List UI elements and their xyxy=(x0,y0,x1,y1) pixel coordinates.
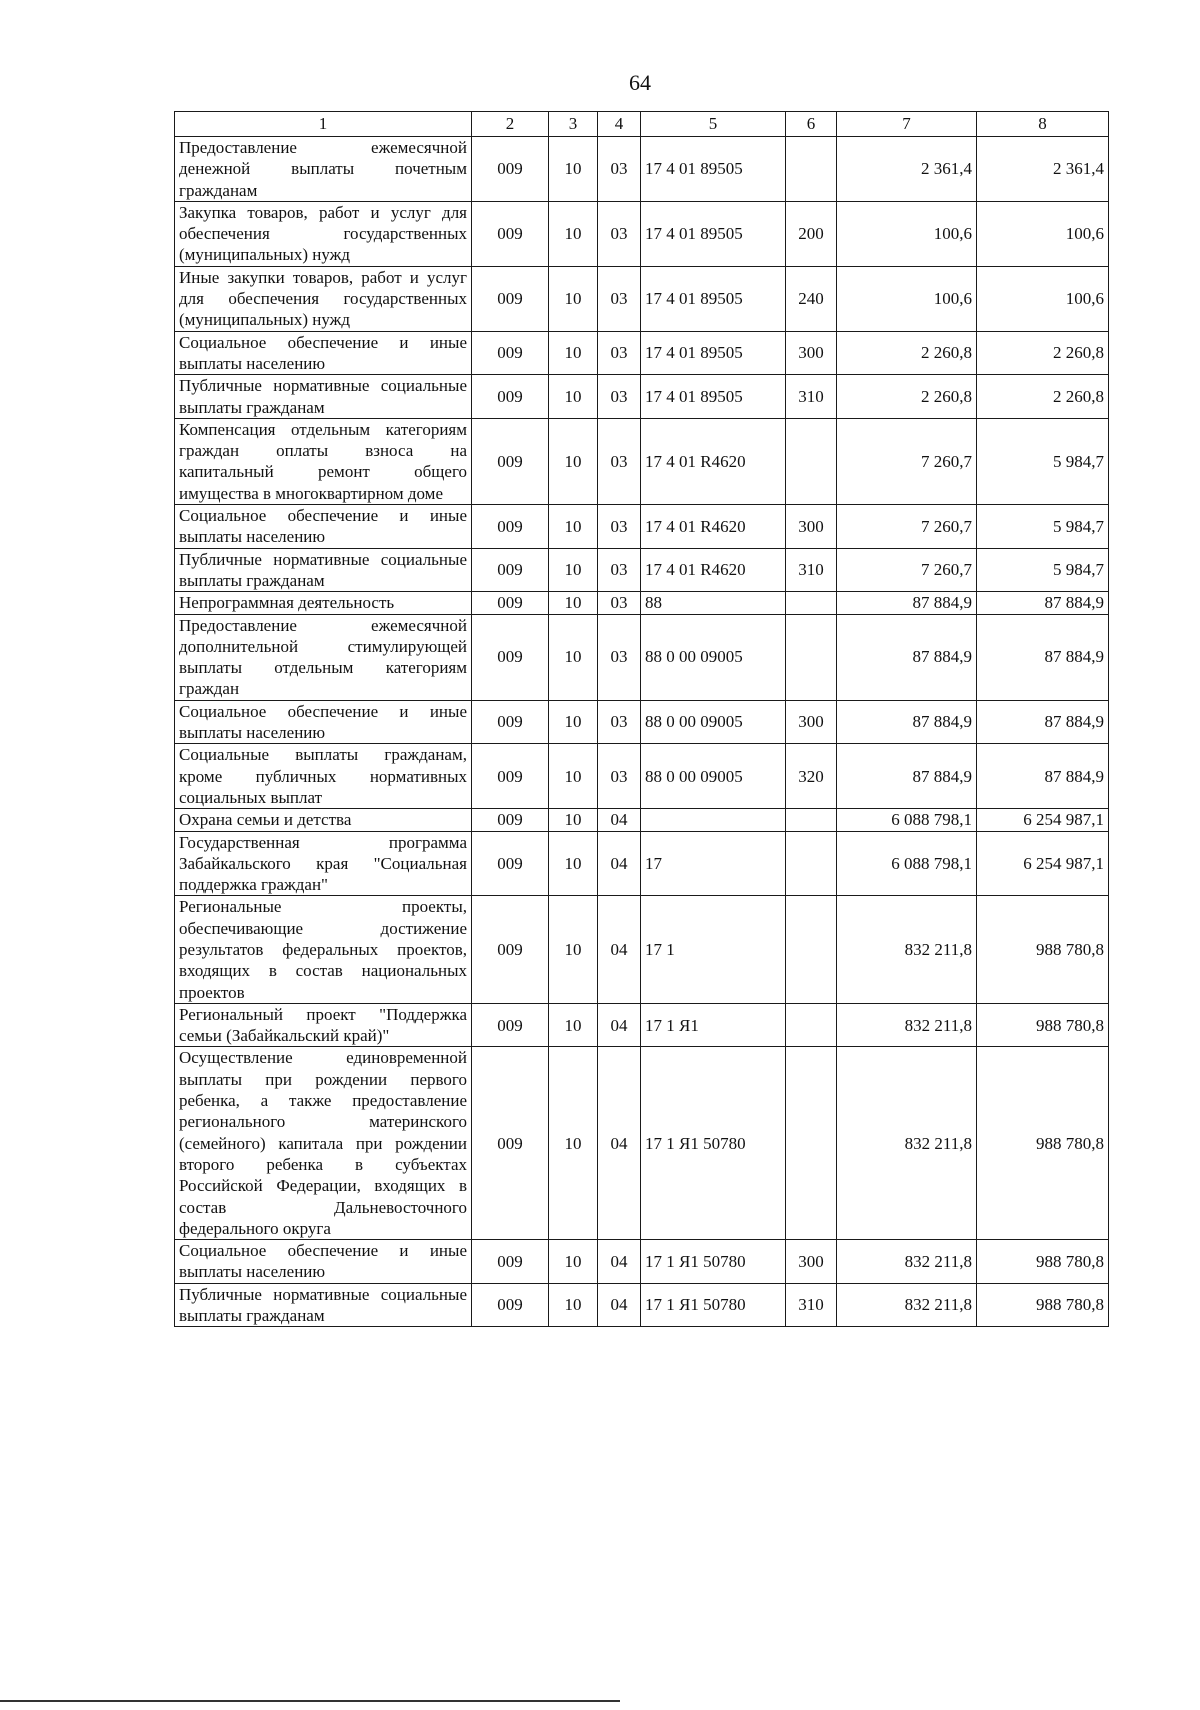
row-target-code: 17 1 Я1 50780 xyxy=(641,1283,786,1327)
row-col-3: 10 xyxy=(549,137,598,202)
row-col-2: 009 xyxy=(472,1283,549,1327)
row-expense-type: 300 xyxy=(786,700,837,744)
row-col-3: 10 xyxy=(549,375,598,419)
row-amount-col-7: 2 260,8 xyxy=(837,331,977,375)
row-col-4: 03 xyxy=(598,505,641,549)
row-amount-col-7: 87 884,9 xyxy=(837,744,977,809)
row-amount-col-8: 87 884,9 xyxy=(977,744,1109,809)
row-col-3: 10 xyxy=(549,744,598,809)
row-col-3: 10 xyxy=(549,1283,598,1327)
row-col-2: 009 xyxy=(472,331,549,375)
row-expense-type xyxy=(786,418,837,504)
row-col-3: 10 xyxy=(549,831,598,896)
table-row xyxy=(175,614,1109,700)
row-col-3: 10 xyxy=(549,592,598,614)
row-amount-col-8: 87 884,9 xyxy=(977,592,1109,614)
bottom-rule xyxy=(0,1700,620,1702)
row-amount-col-8: 988 780,8 xyxy=(977,896,1109,1003)
table-row xyxy=(175,1003,1109,1047)
row-name-cell: Социальные выплаты гражданам, кроме публичных нормативных социальных выплат xyxy=(175,744,472,809)
row-amount-col-7: 87 884,9 xyxy=(837,614,977,700)
row-col-4: 03 xyxy=(598,375,641,419)
row-amount-col-7: 6 088 798,1 xyxy=(837,809,977,831)
row-expense-type: 200 xyxy=(786,201,837,266)
row-expense-type xyxy=(786,1003,837,1047)
table-row xyxy=(175,201,1109,266)
row-amount-col-8: 5 984,7 xyxy=(977,548,1109,592)
row-name-cell: Публичные нормативные социальные выплаты гражданам xyxy=(175,375,472,419)
row-target-code: 17 4 01 R4620 xyxy=(641,418,786,504)
row-name-cell: Охрана семьи и детства xyxy=(175,809,472,831)
table-row xyxy=(175,1240,1109,1284)
row-name-cell: Предоставление ежемесячной денежной выплаты почетным гражданам xyxy=(175,137,472,202)
row-col-3: 10 xyxy=(549,1047,598,1240)
header-col-4: 4 xyxy=(598,112,641,137)
row-amount-col-8: 988 780,8 xyxy=(977,1047,1109,1240)
row-col-4: 03 xyxy=(598,201,641,266)
row-expense-type: 320 xyxy=(786,744,837,809)
table-row xyxy=(175,418,1109,504)
row-name-cell: Осуществление единовременной выплаты при рождении первого ребенка, а также предоставление регионального материнского (семейного) капитала при рождении второго ребенка в субъектах Российской Федерации, входящих в состав Дальневосточного федерального округа xyxy=(175,1047,472,1240)
row-col-2: 009 xyxy=(472,1003,549,1047)
row-col-3: 10 xyxy=(549,418,598,504)
row-col-3: 10 xyxy=(549,700,598,744)
row-col-2: 009 xyxy=(472,809,549,831)
row-amount-col-8: 988 780,8 xyxy=(977,1283,1109,1327)
row-col-2: 009 xyxy=(472,700,549,744)
row-expense-type xyxy=(786,137,837,202)
row-expense-type: 310 xyxy=(786,375,837,419)
table-row xyxy=(175,375,1109,419)
row-col-3: 10 xyxy=(549,614,598,700)
row-target-code: 88 0 00 09005 xyxy=(641,614,786,700)
row-name-cell: Социальное обеспечение и иные выплаты населению xyxy=(175,331,472,375)
row-amount-col-7: 100,6 xyxy=(837,201,977,266)
row-col-4: 03 xyxy=(598,592,641,614)
row-amount-col-8: 100,6 xyxy=(977,266,1109,331)
row-name-cell: Региональный проект "Поддержка семьи (Забайкальский край)" xyxy=(175,1003,472,1047)
row-target-code: 17 4 01 89505 xyxy=(641,266,786,331)
row-name-cell: Закупка товаров, работ и услуг для обеспечения государственных (муниципальных) нужд xyxy=(175,201,472,266)
table-row xyxy=(175,744,1109,809)
row-expense-type: 300 xyxy=(786,505,837,549)
table-row xyxy=(175,592,1109,614)
row-expense-type: 240 xyxy=(786,266,837,331)
row-name-cell: Социальное обеспечение и иные выплаты населению xyxy=(175,700,472,744)
table-body xyxy=(175,137,1109,1327)
row-amount-col-8: 5 984,7 xyxy=(977,505,1109,549)
row-col-2: 009 xyxy=(472,831,549,896)
row-expense-type xyxy=(786,614,837,700)
row-name-cell: Непрограммная деятельность xyxy=(175,592,472,614)
table-row xyxy=(175,1283,1109,1327)
row-col-2: 009 xyxy=(472,418,549,504)
row-col-2: 009 xyxy=(472,266,549,331)
header-row xyxy=(175,112,1109,137)
row-expense-type xyxy=(786,1047,837,1240)
row-amount-col-8: 988 780,8 xyxy=(977,1003,1109,1047)
table-row xyxy=(175,137,1109,202)
row-amount-col-7: 7 260,7 xyxy=(837,548,977,592)
row-col-2: 009 xyxy=(472,548,549,592)
row-col-4: 04 xyxy=(598,831,641,896)
row-amount-col-7: 100,6 xyxy=(837,266,977,331)
table-row xyxy=(175,1047,1109,1240)
row-expense-type: 310 xyxy=(786,1283,837,1327)
row-col-3: 10 xyxy=(549,896,598,1003)
row-amount-col-7: 87 884,9 xyxy=(837,592,977,614)
table-row xyxy=(175,700,1109,744)
table-row xyxy=(175,809,1109,831)
header-col-8: 8 xyxy=(977,112,1109,137)
row-col-4: 04 xyxy=(598,809,641,831)
row-col-4: 03 xyxy=(598,137,641,202)
table-row xyxy=(175,896,1109,1003)
row-name-cell: Публичные нормативные социальные выплаты гражданам xyxy=(175,1283,472,1327)
row-amount-col-8: 5 984,7 xyxy=(977,418,1109,504)
budget-table xyxy=(174,111,1109,1327)
row-target-code: 17 4 01 R4620 xyxy=(641,505,786,549)
row-col-3: 10 xyxy=(549,201,598,266)
header-col-3: 3 xyxy=(549,112,598,137)
row-expense-type: 310 xyxy=(786,548,837,592)
row-amount-col-7: 2 260,8 xyxy=(837,375,977,419)
row-expense-type xyxy=(786,592,837,614)
row-target-code: 17 4 01 R4620 xyxy=(641,548,786,592)
row-col-2: 009 xyxy=(472,201,549,266)
row-col-3: 10 xyxy=(549,505,598,549)
row-col-4: 04 xyxy=(598,1240,641,1284)
row-target-code: 17 xyxy=(641,831,786,896)
table-row xyxy=(175,266,1109,331)
table-row xyxy=(175,548,1109,592)
row-name-cell: Социальное обеспечение и иные выплаты населению xyxy=(175,1240,472,1284)
row-target-code: 88 0 00 09005 xyxy=(641,700,786,744)
row-col-4: 03 xyxy=(598,744,641,809)
row-amount-col-8: 2 260,8 xyxy=(977,375,1109,419)
row-col-4: 03 xyxy=(598,700,641,744)
row-expense-type xyxy=(786,809,837,831)
row-amount-col-8: 988 780,8 xyxy=(977,1240,1109,1284)
row-name-cell: Компенсация отдельным категориям граждан оплаты взноса на капитальный ремонт общего имущества в многоквартирном доме xyxy=(175,418,472,504)
row-amount-col-7: 2 361,4 xyxy=(837,137,977,202)
row-amount-col-7: 832 211,8 xyxy=(837,1003,977,1047)
row-amount-col-8: 6 254 987,1 xyxy=(977,809,1109,831)
row-target-code: 17 1 Я1 50780 xyxy=(641,1240,786,1284)
row-col-4: 04 xyxy=(598,1047,641,1240)
row-name-cell: Предоставление ежемесячной дополнительной стимулирующей выплаты отдельным категориям граждан xyxy=(175,614,472,700)
row-target-code: 17 4 01 89505 xyxy=(641,331,786,375)
row-col-4: 04 xyxy=(598,1003,641,1047)
row-amount-col-7: 7 260,7 xyxy=(837,505,977,549)
row-col-2: 009 xyxy=(472,614,549,700)
row-target-code: 88 0 00 09005 xyxy=(641,744,786,809)
row-amount-col-7: 7 260,7 xyxy=(837,418,977,504)
row-col-2: 009 xyxy=(472,1047,549,1240)
row-col-2: 009 xyxy=(472,505,549,549)
row-name-cell: Социальное обеспечение и иные выплаты населению xyxy=(175,505,472,549)
row-col-4: 04 xyxy=(598,1283,641,1327)
row-expense-type: 300 xyxy=(786,331,837,375)
row-amount-col-8: 2 361,4 xyxy=(977,137,1109,202)
row-amount-col-8: 6 254 987,1 xyxy=(977,831,1109,896)
row-expense-type: 300 xyxy=(786,1240,837,1284)
row-amount-col-8: 2 260,8 xyxy=(977,331,1109,375)
row-name-cell: Региональные проекты, обеспечивающие достижение результатов федеральных проектов, входящих в состав национальных проектов xyxy=(175,896,472,1003)
row-target-code: 88 xyxy=(641,592,786,614)
header-col-5: 5 xyxy=(641,112,786,137)
row-col-2: 009 xyxy=(472,592,549,614)
row-amount-col-8: 87 884,9 xyxy=(977,700,1109,744)
row-col-2: 009 xyxy=(472,1240,549,1284)
row-amount-col-8: 87 884,9 xyxy=(977,614,1109,700)
row-target-code: 17 1 Я1 xyxy=(641,1003,786,1047)
header-col-1: 1 xyxy=(175,112,472,137)
row-amount-col-7: 832 211,8 xyxy=(837,896,977,1003)
row-amount-col-7: 6 088 798,1 xyxy=(837,831,977,896)
header-col-6: 6 xyxy=(786,112,837,137)
row-col-3: 10 xyxy=(549,331,598,375)
header-col-7: 7 xyxy=(837,112,977,137)
row-name-cell: Государственная программа Забайкальского края "Социальная поддержка граждан" xyxy=(175,831,472,896)
row-name-cell: Публичные нормативные социальные выплаты гражданам xyxy=(175,548,472,592)
row-col-3: 10 xyxy=(549,1003,598,1047)
row-amount-col-7: 832 211,8 xyxy=(837,1240,977,1284)
row-col-3: 10 xyxy=(549,1240,598,1284)
row-target-code: 17 4 01 89505 xyxy=(641,375,786,419)
row-amount-col-7: 832 211,8 xyxy=(837,1047,977,1240)
row-col-4: 03 xyxy=(598,548,641,592)
row-col-4: 03 xyxy=(598,266,641,331)
row-amount-col-7: 87 884,9 xyxy=(837,700,977,744)
row-col-4: 04 xyxy=(598,896,641,1003)
row-target-code: 17 4 01 89505 xyxy=(641,201,786,266)
row-col-4: 03 xyxy=(598,418,641,504)
header-col-2: 2 xyxy=(472,112,549,137)
row-target-code: 17 4 01 89505 xyxy=(641,137,786,202)
row-col-2: 009 xyxy=(472,375,549,419)
row-name-cell: Иные закупки товаров, работ и услуг для обеспечения государственных (муниципальных) нужд xyxy=(175,266,472,331)
row-expense-type xyxy=(786,896,837,1003)
row-col-4: 03 xyxy=(598,614,641,700)
row-col-2: 009 xyxy=(472,137,549,202)
page-number: 64 xyxy=(629,70,651,95)
row-target-code: 17 1 xyxy=(641,896,786,1003)
row-amount-col-8: 100,6 xyxy=(977,201,1109,266)
row-target-code: 17 1 Я1 50780 xyxy=(641,1047,786,1240)
row-target-code xyxy=(641,809,786,831)
row-col-3: 10 xyxy=(549,809,598,831)
row-col-4: 03 xyxy=(598,331,641,375)
row-expense-type xyxy=(786,831,837,896)
table-row xyxy=(175,831,1109,896)
row-col-3: 10 xyxy=(549,266,598,331)
row-amount-col-7: 832 211,8 xyxy=(837,1283,977,1327)
table-row xyxy=(175,331,1109,375)
row-col-2: 009 xyxy=(472,896,549,1003)
row-col-2: 009 xyxy=(472,744,549,809)
row-col-3: 10 xyxy=(549,548,598,592)
table-row xyxy=(175,505,1109,549)
